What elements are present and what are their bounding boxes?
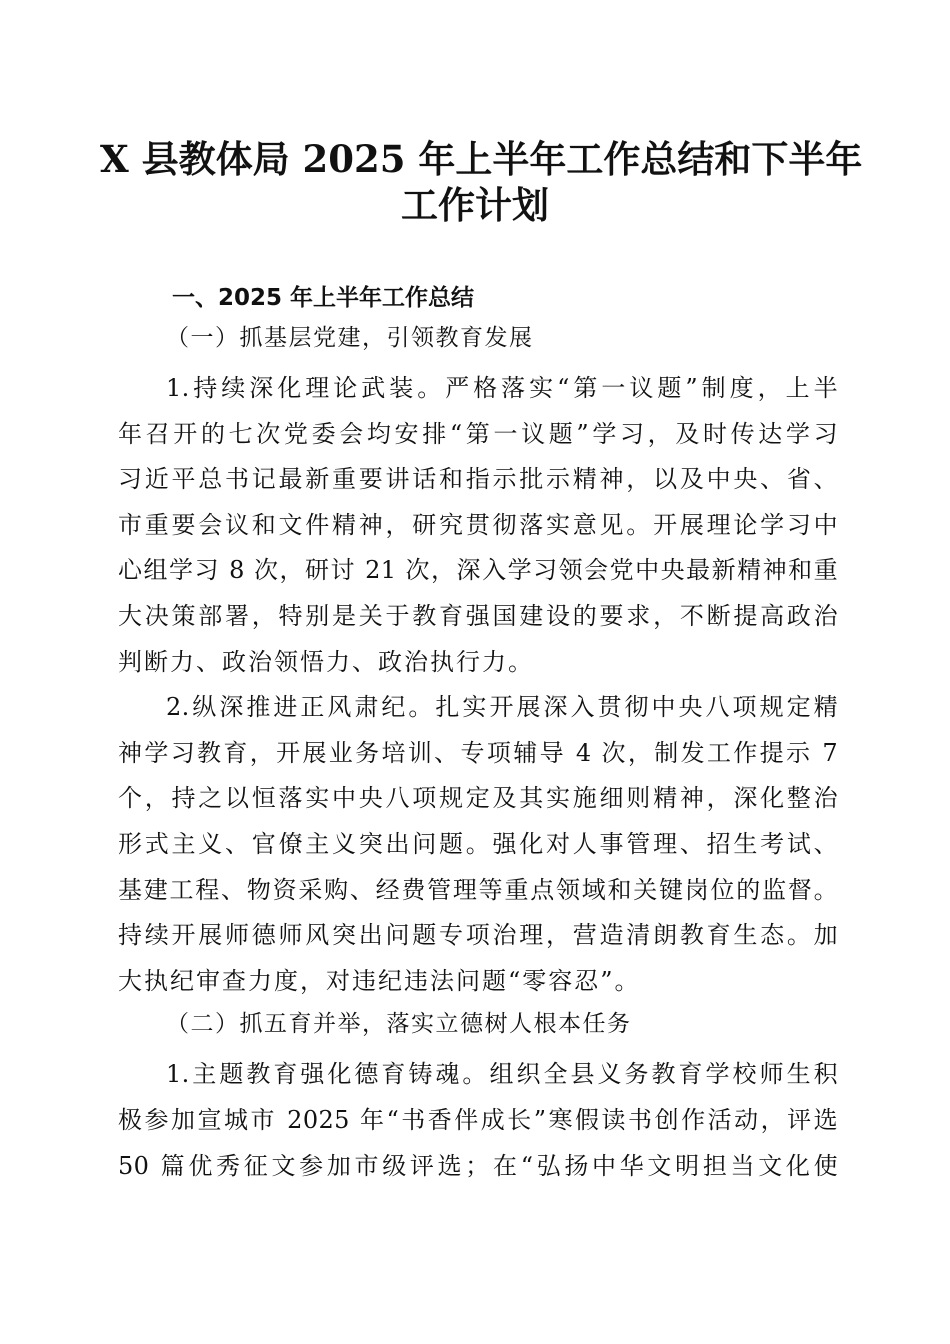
paragraph-discipline [118,685,838,1004]
paragraph-line: 2.纵深推进正风肃纪。扎实开展深入贯彻中央八项规定精 [166,693,838,722]
paragraph-theory-study [118,366,838,685]
paragraph-line: 持续开展师德师风突出问题专项治理，营造清朗教育生态。加 [118,921,838,950]
paragraph-line: 心组学习 8 次，研讨 21 次，深入学习领会党中央最新精神和重 [118,556,838,585]
paragraph-line: 年召开的七次党委会均安排“第一议题”学习，及时传达学习 [118,419,838,448]
paragraph-moral-education [118,1052,838,1189]
paragraph-line: 1.持续深化理论武装。严格落实“第一议题”制度，上半 [166,374,838,402]
paragraph-line: 形式主义、官僚主义突出问题。强化对人事管理、招生考试、 [118,829,838,858]
paragraph-line: 基建工程、物资采购、经费管理等重点领域和关键岗位的监督。 [118,875,838,904]
subsection-heading-five-education: （二）抓五育并举，落实立德树人根本任务 [166,1011,632,1038]
subsection-heading-party-building: （一）抓基层党建，引领教育发展 [166,325,534,351]
paragraph-line: 神学习教育，开展业务培训、专项辅导 4 次，制发工作提示 7 [118,738,838,767]
paragraph-line: 习近平总书记最新重要讲话和指示批示精神，以及中央、省、 [118,465,838,494]
document-title-line-1: X 县教体局 2025 年上半年工作总结和下半年 [100,137,863,181]
paragraph-line: 市重要会议和文件精神，研究贯彻落实意见。开展理论学习中 [118,510,838,539]
paragraph-line: 50 篇优秀征文参加市级评选；在“弘扬中华文明担当文化使 [118,1151,838,1180]
paragraph-line: 个，持之以恒落实中央八项规定及其实施细则精神，深化整治 [118,784,838,813]
document-body [118,278,838,1189]
section-heading-summary: 一、2025 年上半年工作总结 [172,285,475,311]
paragraph-line: 判断力、政治领悟力、政治执行力。 [118,647,534,676]
paragraph-line: 极参加宣城市 2025 年“书香伴成长”寒假读书创作活动，评选 [118,1105,838,1134]
document-title-line-2: 工作计划 [401,183,549,227]
paragraph-line: 1.主题教育强化德育铸魂。组织全县义务教育学校师生积 [166,1060,838,1089]
paragraph-line: 大执纪审查力度，对违纪违法问题“零容忍”。 [118,966,641,995]
paragraph-line: 大决策部署，特别是关于教育强国建设的要求，不断提高政治 [118,601,838,630]
